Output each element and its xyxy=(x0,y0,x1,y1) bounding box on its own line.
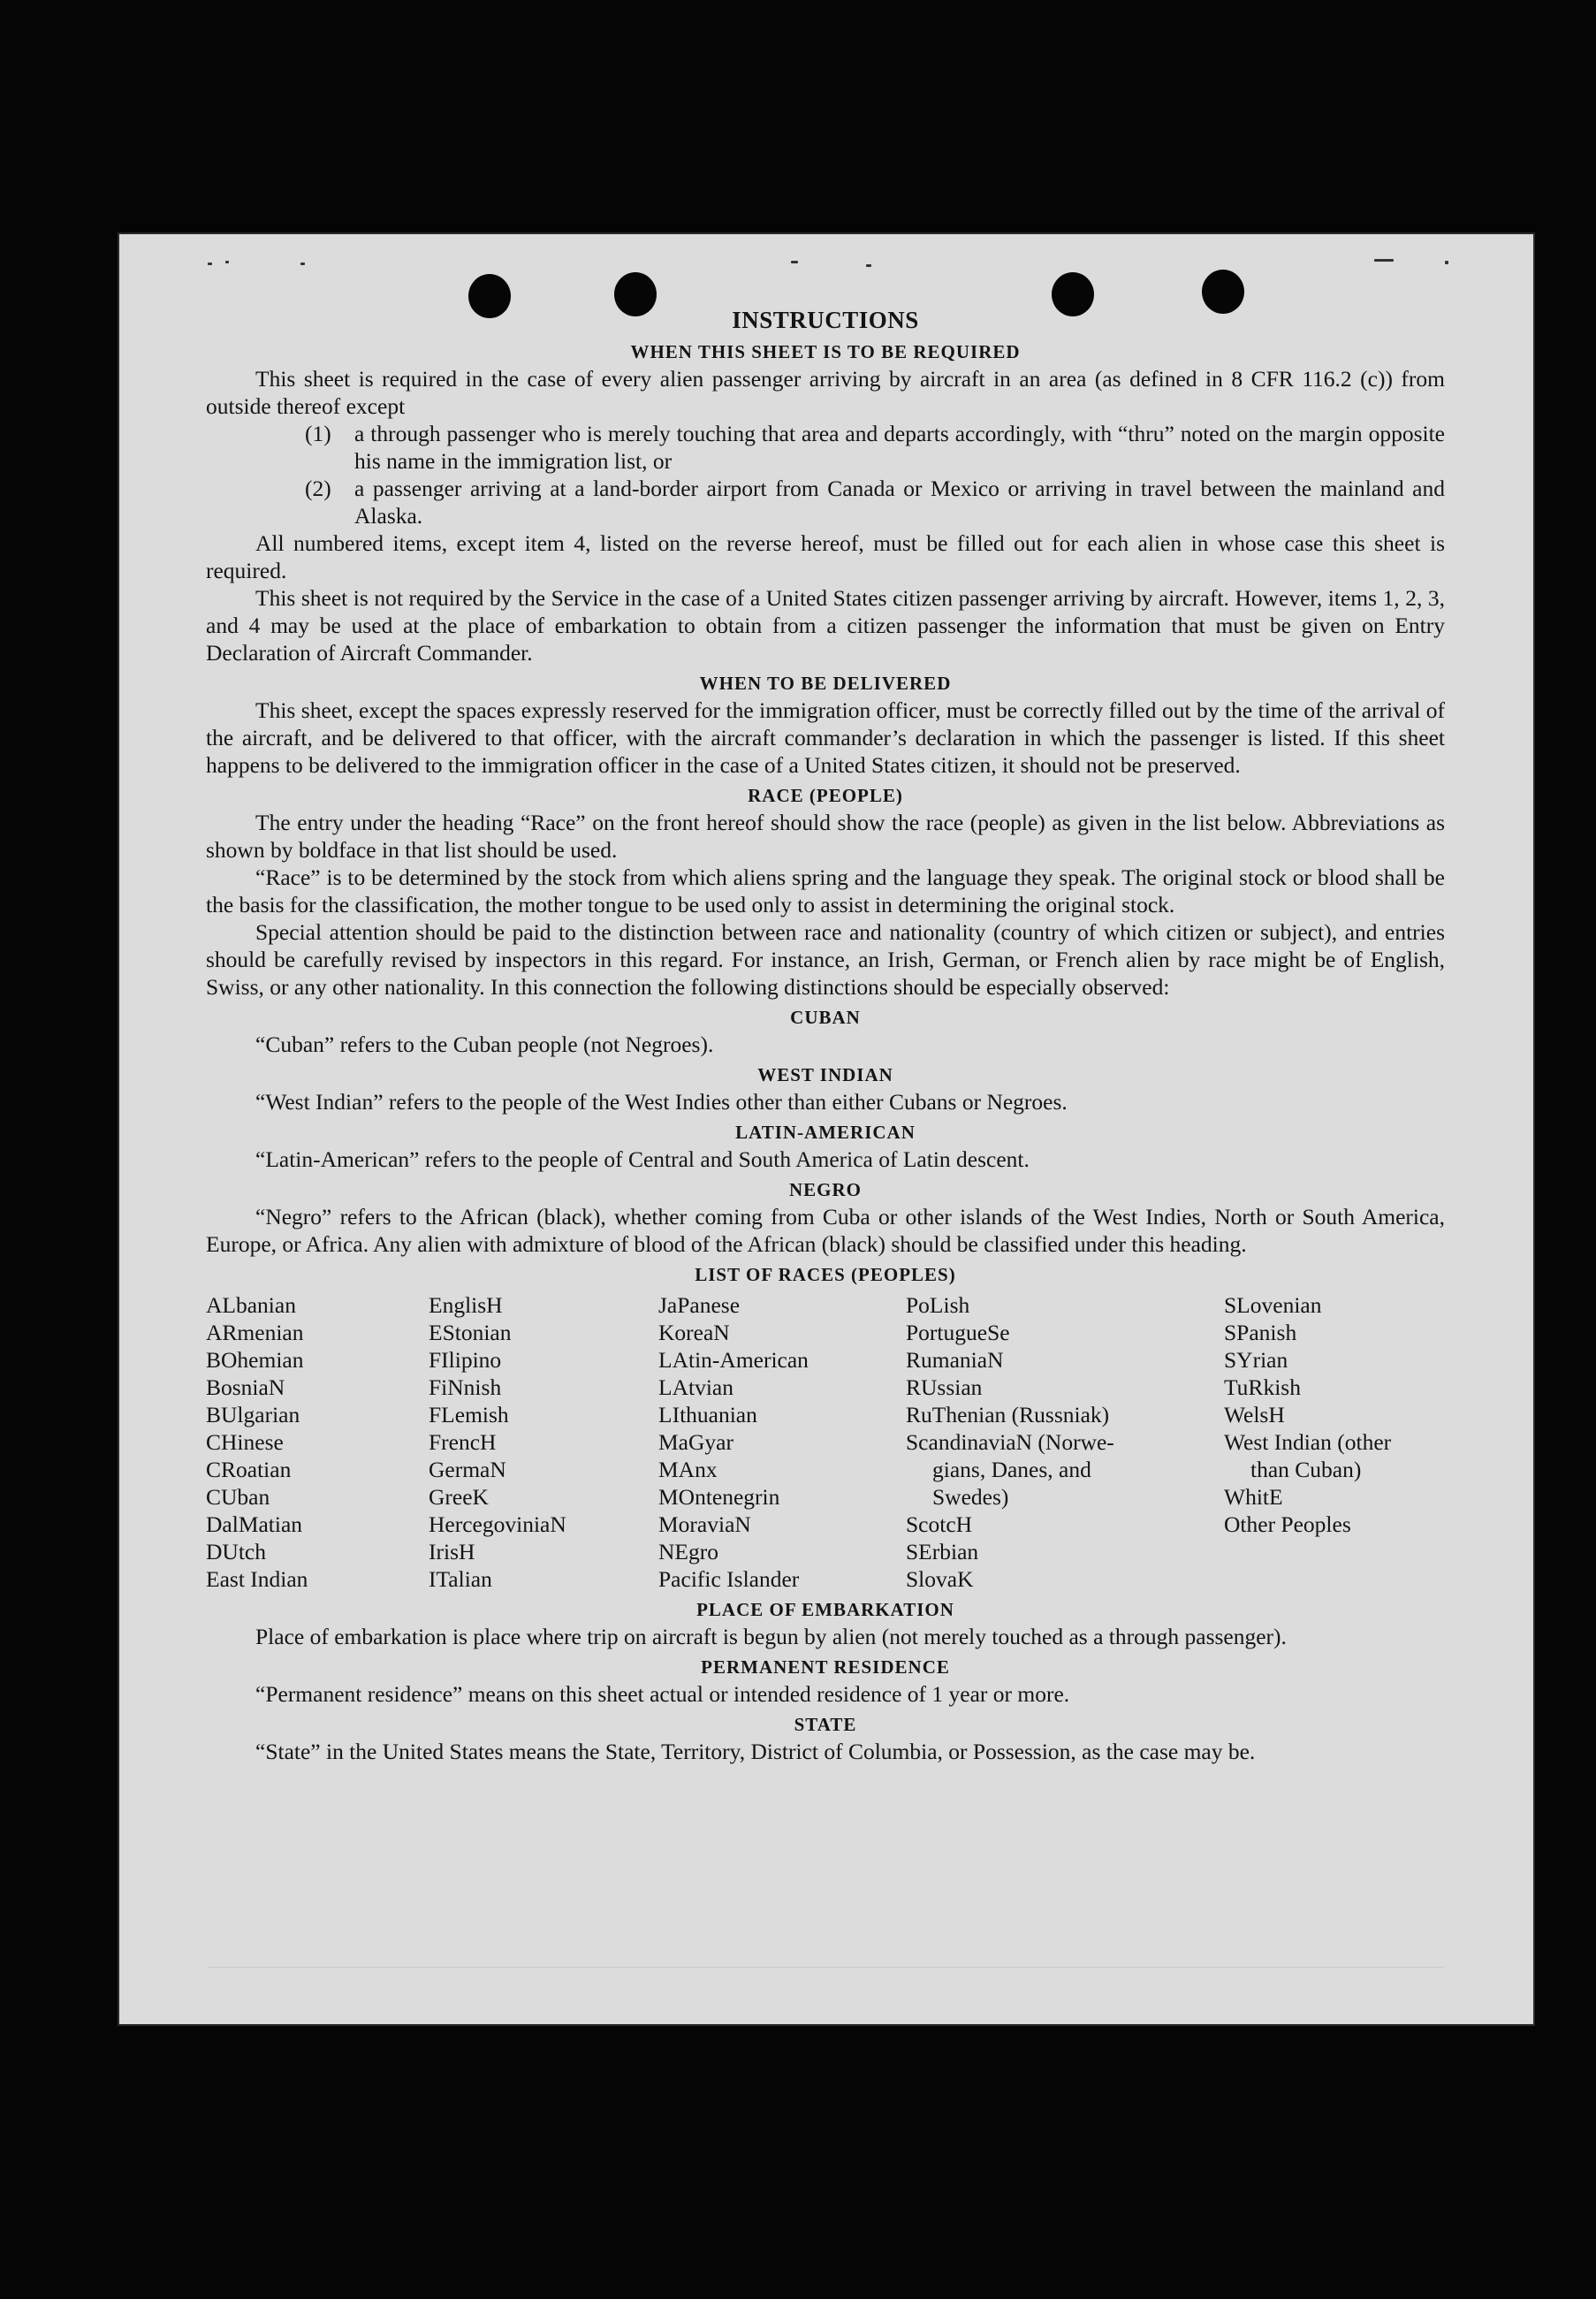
race-para-1: The entry under the heading “Race” on the front hereof should show the race (people) as given in the list below. Abbreviations as shown by boldface in that list should be used. xyxy=(206,810,1445,863)
residence-text: “Permanent residence” means on this sheet actual or intended residence of 1 year or more. xyxy=(255,1681,1070,1707)
race-entry: than Cuban) xyxy=(1250,1457,1362,1482)
required-intro: This sheet is required in the case of every alien passenger arriving by aircraft in an area (as defined in 8 CFR 116.2 (c)) from outside thereof except xyxy=(206,366,1445,419)
race-entry: RumaniaN xyxy=(906,1347,1004,1373)
instructions-content xyxy=(206,305,1445,1765)
race-entry: PortugueSe xyxy=(906,1320,1010,1345)
embarkation-text: Place of embarkation is place where trip on aircraft is begun by alien (not merely touched as a through passenger). xyxy=(255,1624,1287,1649)
section-heading-required: WHEN THIS SHEET IS TO BE REQUIRED xyxy=(630,341,1021,362)
race-entry: Swedes) xyxy=(932,1484,1009,1510)
scan-speck xyxy=(866,264,871,267)
race-entry: ALbanian xyxy=(206,1292,296,1318)
race-entry: LIthuanian xyxy=(658,1402,757,1427)
races-column-1 xyxy=(206,1291,429,1593)
section-heading-negro: NEGRO xyxy=(788,1179,862,1200)
race-entry: FrencH xyxy=(429,1429,497,1455)
exception-number: (2) xyxy=(305,476,331,501)
race-entry: East Indian xyxy=(206,1566,308,1592)
race-entry: EStonian xyxy=(429,1320,512,1345)
races-column-5 xyxy=(1224,1291,1445,1593)
race-entry: SlovaK xyxy=(906,1566,974,1592)
race-entry: Other Peoples xyxy=(1224,1511,1351,1537)
race-entry: DalMatian xyxy=(206,1511,303,1537)
race-entry: MOntenegrin xyxy=(658,1484,780,1510)
race-entry: MAnx xyxy=(658,1457,718,1482)
race-entry: IrisH xyxy=(429,1539,475,1564)
section-heading-race: RACE (PEOPLE) xyxy=(748,785,903,806)
race-entry: WhitE xyxy=(1224,1484,1283,1510)
race-entry: SLovenian xyxy=(1224,1292,1322,1318)
required-para-3: This sheet is not required by the Service in the case of a United States citizen passenger arriving by aircraft. However, items 1, 2, 3, and 4 may be used at the place of embarkation to obtain from a citizen passenger the information that must be given on Entry Declaration of Aircraft Commander. xyxy=(206,585,1445,666)
race-entry: NEgro xyxy=(658,1539,718,1564)
race-entry: FLemish xyxy=(429,1402,509,1427)
race-entry: MaGyar xyxy=(658,1429,733,1455)
race-entry: TuRkish xyxy=(1224,1374,1301,1400)
faint-footer-rule xyxy=(208,1967,1445,1985)
race-entry: SYrian xyxy=(1224,1347,1288,1373)
race-entry: HercegoviniaN xyxy=(429,1511,566,1537)
section-heading-cuban: CUBAN xyxy=(790,1007,861,1028)
scan-speck xyxy=(1445,261,1448,264)
race-entry: BUlgarian xyxy=(206,1402,300,1427)
race-entry: MoraviaN xyxy=(658,1511,751,1537)
race-entry: CRoatian xyxy=(206,1457,292,1482)
delivered-text: This sheet, except the spaces expressly reserved for the immigration officer, must be correctly filled out by the time of the arrival of the aircraft, and be delivered to that officer, with the aircraft commander’s declaration in which the passenger is listed. If this sheet happens to be delivered to the immigration officer in the case of a United States citizen, it should not be preserved. xyxy=(206,697,1445,778)
race-entry: ScotcH xyxy=(906,1511,973,1537)
cuban-text: “Cuban” refers to the Cuban people (not Negroes). xyxy=(255,1032,714,1057)
latin-american-text: “Latin-American” refers to the people of Central and South America of Latin descent. xyxy=(255,1146,1030,1172)
race-entry: RuThenian (Russniak) xyxy=(906,1402,1110,1427)
exception-item-2 xyxy=(206,475,1445,529)
races-column-3 xyxy=(658,1291,906,1593)
section-heading-latin-american: LATIN-AMERICAN xyxy=(735,1122,916,1143)
page-title: INSTRUCTIONS xyxy=(732,307,919,333)
race-entry: BOhemian xyxy=(206,1347,304,1373)
document-sheet xyxy=(119,234,1533,2024)
state-text: “State” in the United States means the State, Territory, District of Columbia, or Possession, as the case may be. xyxy=(255,1739,1256,1764)
negro-text: “Negro” refers to the African (black), whether coming from Cuba or other islands of the West Indies, North or South America, Europe, or Africa. Any alien with admixture of blood of the African (black) should be classified under this heading. xyxy=(206,1204,1445,1257)
race-para-3: Special attention should be paid to the distinction between race and nationality (country of which citizen or subject), and entries should be carefully revised by inspectors in this regard. For instance, an Irish, German, or French alien by race might be of English, Swiss, or any other nationality. In this connection the following distinctions should be especially observed: xyxy=(206,919,1445,1000)
races-list xyxy=(206,1291,1445,1593)
races-column-2 xyxy=(429,1291,658,1593)
west-indian-text: “West Indian” refers to the people of the West Indies other than either Cubans or Negroes. xyxy=(255,1089,1068,1115)
race-entry: JaPanese xyxy=(658,1292,741,1318)
scan-speck xyxy=(791,261,798,263)
race-entry: RUssian xyxy=(906,1374,983,1400)
scan-speck xyxy=(225,261,229,263)
race-entry: West Indian (other xyxy=(1224,1429,1392,1455)
race-entry: ScandinaviaN (Norwe- xyxy=(906,1429,1114,1455)
race-entry: GermaN xyxy=(429,1457,506,1482)
race-entry: EnglisH xyxy=(429,1292,503,1318)
scan-speck xyxy=(208,263,212,265)
race-entry: gians, Danes, and xyxy=(932,1457,1091,1482)
race-entry: SPanish xyxy=(1224,1320,1297,1345)
exception-text: a passenger arriving at a land-border airport from Canada or Mexico or arriving in travel between the mainland and Alaska. xyxy=(354,476,1445,529)
race-entry: SErbian xyxy=(906,1539,979,1564)
race-entry: CUban xyxy=(206,1484,270,1510)
race-entry: KoreaN xyxy=(658,1320,730,1345)
section-heading-list-of-races: LIST OF RACES (PEOPLES) xyxy=(695,1264,956,1285)
race-entry: LAtvian xyxy=(658,1374,733,1400)
race-entry: FiNnish xyxy=(429,1374,502,1400)
section-heading-delivered: WHEN TO BE DELIVERED xyxy=(699,673,952,694)
exception-number: (1) xyxy=(305,421,331,446)
race-entry: DUtch xyxy=(206,1539,266,1564)
race-entry: PoLish xyxy=(906,1292,970,1318)
race-entry: ARmenian xyxy=(206,1320,304,1345)
race-entry: ITalian xyxy=(429,1566,492,1592)
race-entry: FIlipino xyxy=(429,1347,502,1373)
scan-speck xyxy=(300,263,305,265)
section-heading-residence: PERMANENT RESIDENCE xyxy=(701,1656,950,1678)
race-entry: Pacific Islander xyxy=(658,1566,800,1592)
section-heading-state: STATE xyxy=(794,1714,857,1735)
scan-speck xyxy=(1374,259,1394,262)
race-para-2: “Race” is to be determined by the stock from which aliens spring and the language they speak. The original stock or blood shall be the basis for the classification, the mother tongue to be used only to assist in determining the original stock. xyxy=(206,864,1445,917)
section-heading-embarkation: PLACE OF EMBARKATION xyxy=(696,1599,954,1620)
race-entry: WelsH xyxy=(1224,1402,1285,1427)
required-para-2: All numbered items, except item 4, listed on the reverse hereof, must be filled out for each alien in whose case this sheet is required. xyxy=(206,530,1445,583)
exception-item-1 xyxy=(206,420,1445,475)
race-entry: CHinese xyxy=(206,1429,284,1455)
race-entry: GreeK xyxy=(429,1484,489,1510)
race-entry: LAtin-American xyxy=(658,1347,809,1373)
races-column-4 xyxy=(906,1291,1224,1593)
section-heading-west-indian: WEST INDIAN xyxy=(757,1064,893,1085)
exception-text: a through passenger who is merely touching that area and departs accordingly, with “thru” noted on the margin opposite his name in the immigration list, or xyxy=(354,421,1445,474)
race-entry: BosniaN xyxy=(206,1374,285,1400)
